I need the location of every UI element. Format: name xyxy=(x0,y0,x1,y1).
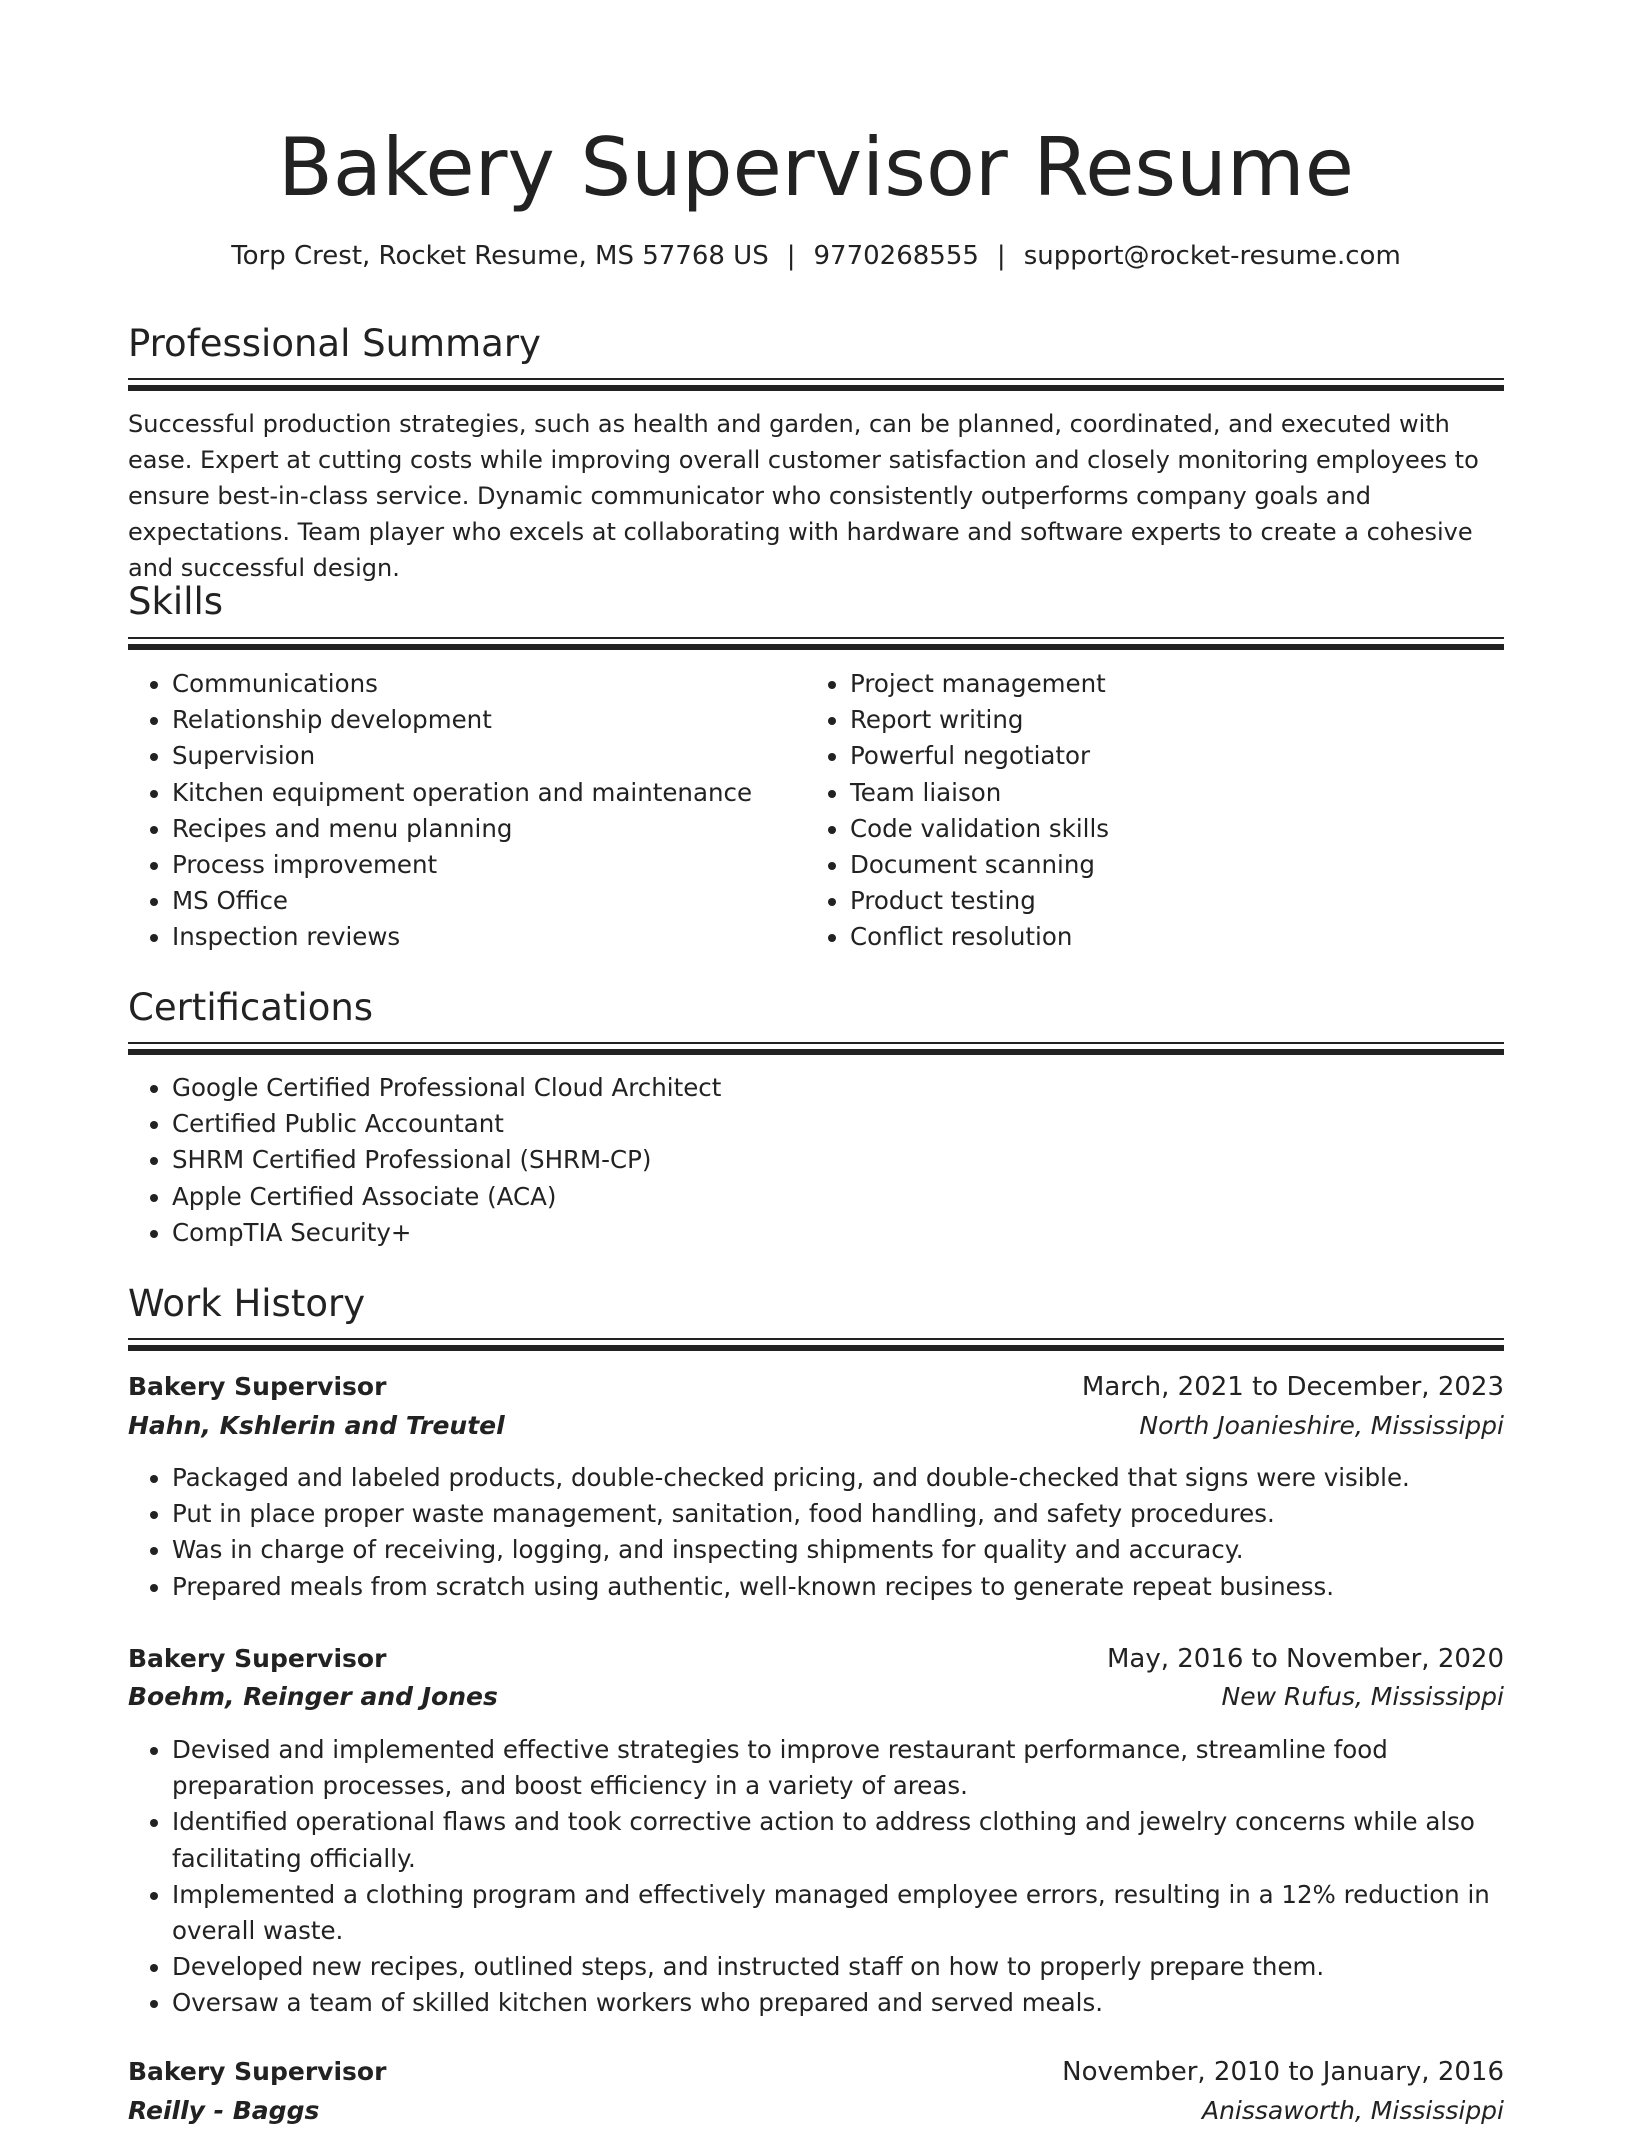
list-item: • Implemented a clothing program and effectively managed employee errors, resulting in a 12% reduction in overall waste. xyxy=(172,1877,1504,1949)
summary-text: Successful production strategies, such as health and garden, can be planned, coordinated, and executed with ease. Expert at cutting costs while improving overall customer satisfaction and closely monitoring employees to ensure best-in-class service. Dynamic communicator who consistently outperforms company goals and expectations. Team player who excels at collaborating with hardware and software experts to create a cohesive and successful design. xyxy=(128,410,1479,582)
list-item: • Team liaison xyxy=(850,775,1504,811)
section-heading-work-history: Work History xyxy=(128,1282,366,1325)
job-title: Bakery Supervisor xyxy=(128,2057,387,2086)
job-company: Hahn, Kshlerin and Treutel xyxy=(128,1411,505,1440)
list-item: • Oversaw a team of skilled kitchen workers who prepared and served meals. xyxy=(172,1985,1504,2021)
section-heading-summary: Professional Summary xyxy=(128,322,541,365)
job-dates: November, 2010 to January, 2016 xyxy=(1062,2057,1504,2087)
list-item: • Powerful negotiator xyxy=(850,738,1504,774)
list-item: • SHRM Certified Professional (SHRM-CP) xyxy=(172,1142,1504,1178)
section-divider xyxy=(128,378,1504,390)
job-dates: May, 2016 to November, 2020 xyxy=(1106,1644,1504,1674)
contact-line xyxy=(128,238,1504,274)
section-divider xyxy=(128,1338,1504,1350)
job-location: New Rufus, Mississippi xyxy=(1221,1682,1504,1711)
list-item: • Report writing xyxy=(850,702,1504,738)
job-title: Bakery Supervisor xyxy=(128,1644,387,1673)
list-item: • Conflict resolution xyxy=(850,919,1504,955)
list-item: • Process improvement xyxy=(172,847,806,883)
contact-phone: 9770268555 xyxy=(813,241,979,271)
job-bullets xyxy=(128,1732,1504,2022)
list-item: • Apple Certified Associate (ACA) xyxy=(172,1179,1504,1215)
section-divider xyxy=(128,1042,1504,1054)
list-item: • Communications xyxy=(172,666,806,702)
skills-list-left xyxy=(128,666,806,956)
list-item: • Google Certified Professional Cloud Architect xyxy=(172,1070,1504,1106)
list-item: • Packaged and labeled products, double-checked pricing, and double-checked that signs were visible. xyxy=(172,1460,1504,1496)
section-divider xyxy=(128,637,1504,649)
list-item: • Prepared meals from scratch using authentic, well-known recipes to generate repeat business. xyxy=(172,1569,1504,1605)
list-item: • CompTIA Security+ xyxy=(172,1215,1504,1251)
job-dates: March, 2021 to December, 2023 xyxy=(1081,1372,1504,1402)
contact-address: Torp Crest, Rocket Resume, MS 57768 US xyxy=(231,241,769,271)
list-item: • Inspection reviews xyxy=(172,919,806,955)
list-item: • Product testing xyxy=(850,883,1504,919)
resume-title: Bakery Supervisor Resume xyxy=(278,121,1354,214)
list-item: • Document scanning xyxy=(850,847,1504,883)
list-item: • Put in place proper waste management, sanitation, food handling, and safety procedures. xyxy=(172,1496,1504,1532)
job-company: Boehm, Reinger and Jones xyxy=(128,1682,498,1711)
job-company: Reilly - Baggs xyxy=(128,2096,320,2125)
section-heading-certifications: Certifications xyxy=(128,986,374,1029)
contact-email: support@rocket-resume.com xyxy=(1023,241,1401,271)
section-heading-skills: Skills xyxy=(128,580,224,623)
list-item: • Code validation skills xyxy=(850,811,1504,847)
list-item: • MS Office xyxy=(172,883,806,919)
contact-separator: | xyxy=(996,241,1006,271)
list-item: • Was in charge of receiving, logging, and inspecting shipments for quality and accuracy. xyxy=(172,1532,1504,1568)
list-item: • Relationship development xyxy=(172,702,806,738)
certifications-list xyxy=(128,1070,1504,1251)
skills-list-right xyxy=(806,666,1504,956)
list-item: • Developed new recipes, outlined steps, and instructed staff on how to properly prepare them. xyxy=(172,1949,1504,1985)
list-item: • Identified operational flaws and took corrective action to address clothing and jewelry concerns while also facilitating officially. xyxy=(172,1804,1504,1876)
list-item: • Kitchen equipment operation and maintenance xyxy=(172,775,806,811)
list-item: • Recipes and menu planning xyxy=(172,811,806,847)
job-location: Anissaworth, Mississippi xyxy=(1201,2096,1504,2125)
list-item: • Supervision xyxy=(172,738,806,774)
contact-separator: | xyxy=(786,241,796,271)
job-title: Bakery Supervisor xyxy=(128,1372,387,1401)
resume-page xyxy=(128,0,1504,2125)
list-item: • Devised and implemented effective strategies to improve restaurant performance, streamline food preparation processes, and boost efficiency in a variety of areas. xyxy=(172,1732,1504,1804)
job-bullets xyxy=(128,1460,1504,1605)
list-item: • Certified Public Accountant xyxy=(172,1106,1504,1142)
list-item: • Project management xyxy=(850,666,1504,702)
job-location: North Joanieshire, Mississippi xyxy=(1139,1411,1504,1440)
